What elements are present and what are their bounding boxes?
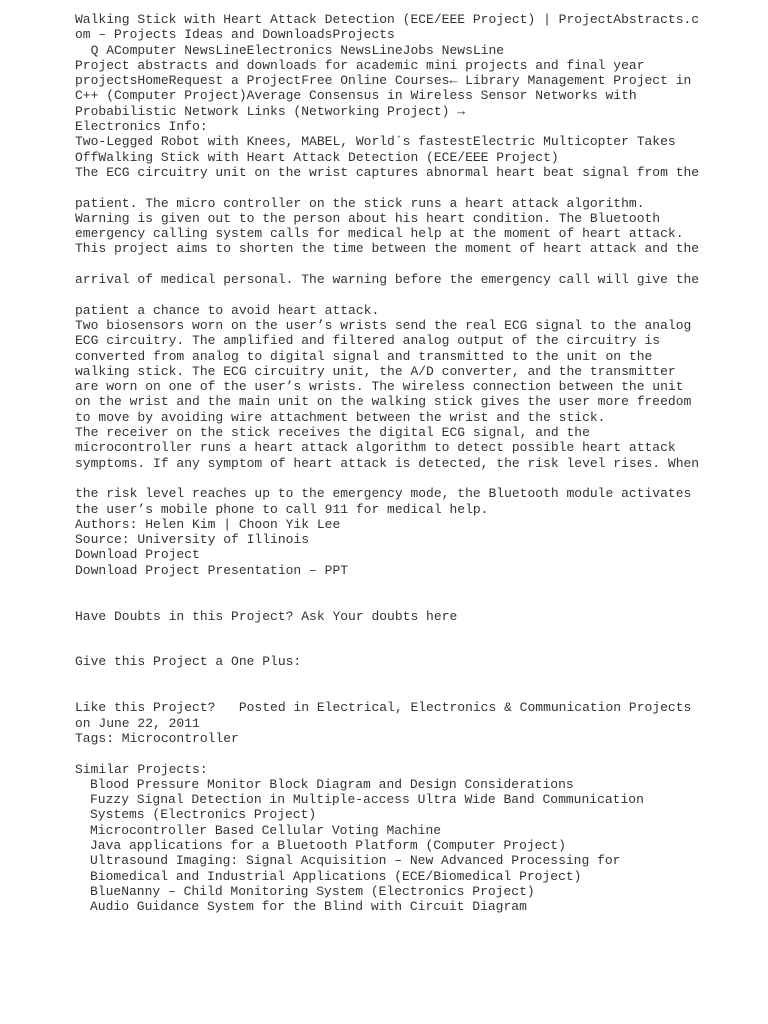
paragraph-2-line-7: to move by avoiding wire attachment between the wrist and the stick. — [75, 409, 606, 425]
paragraph-2-line-3: converted from analog to digital signal and transmitted to the unit on the — [75, 348, 653, 364]
similar-project-item[interactable]: Microcontroller Based Cellular Voting Machine — [90, 822, 442, 838]
similar-project-item[interactable]: Systems (Electronics Project) — [90, 807, 317, 823]
similar-projects-heading: Similar Projects: — [75, 761, 208, 777]
paragraph-3-line-4: the risk level reaches up to the emergency mode, the Bluetooth module activates — [75, 486, 692, 502]
intro-line-2[interactable]: projectsHomeRequest a ProjectFree Online Courses← Library Management Project in — [75, 73, 692, 89]
nav-links[interactable]: Q AComputer NewsLineElectronics NewsLineJobs NewsLine — [75, 42, 505, 58]
similar-project-item[interactable]: Java applications for a Bluetooth Platform (Computer Project) — [90, 838, 566, 854]
ask-doubts-link[interactable]: Have Doubts in this Project? Ask Your doubts here — [75, 608, 458, 624]
paragraph-2-line-6: on the wrist and the main unit on the walking stick gives the user more freedom — [75, 394, 692, 410]
electronics-info-label: Electronics Info: — [75, 119, 208, 135]
electronics-info-line-1[interactable]: Two-Legged Robot with Knees, MABEL, World´s fastestElectric Multicopter Takes — [75, 134, 676, 150]
similar-project-item[interactable]: Audio Guidance System for the Blind with Circuit Diagram — [90, 899, 527, 915]
similar-project-item[interactable]: Biomedical and Industrial Applications (ECE/Biomedical Project) — [90, 868, 582, 884]
posted-in-line-2: on June 22, 2011 — [75, 715, 200, 731]
paragraph-1-line-4: emergency calling system calls for medical help at the moment of heart attack. — [75, 226, 684, 242]
spacer — [75, 471, 715, 486]
paragraph-1-line-7: patient a chance to avoid heart attack. — [75, 302, 380, 318]
similar-project-item[interactable]: Fuzzy Signal Detection in Multiple-access Ultra Wide Band Communication — [90, 792, 644, 808]
one-plus-prompt: Give this Project a One Plus: — [75, 654, 302, 670]
intro-line-1: Project abstracts and downloads for academic mini projects and final year — [75, 57, 645, 73]
paragraph-2-line-2: ECG circuitry. The amplified and filtered analog output of the circuitry is — [75, 333, 661, 349]
page-title-line-2: om – Projects Ideas and DownloadsProjects — [75, 27, 395, 43]
paragraph-2-line-1: Two biosensors worn on the user’s wrists send the real ECG signal to the analog — [75, 317, 692, 333]
similar-project-item[interactable]: BlueNanny – Child Monitoring System (Electronics Project) — [90, 883, 535, 899]
document-content — [75, 12, 715, 915]
spacer — [75, 670, 715, 701]
paragraph-1-line-5: This project aims to shorten the time between the moment of heart attack and the — [75, 241, 700, 257]
authors: Authors: Helen Kim | Choon Yik Lee — [75, 516, 341, 532]
paragraph-1-line-2: patient. The micro controller on the stick runs a heart attack algorithm. — [75, 195, 645, 211]
paragraph-1-line-6: arrival of medical personal. The warning before the emergency call will give the — [75, 272, 700, 288]
spacer — [75, 287, 715, 302]
spacer — [75, 624, 715, 655]
similar-project-item[interactable]: Ultrasound Imaging: Signal Acquisition – New Advanced Processing for — [90, 853, 621, 869]
spacer — [75, 578, 715, 609]
paragraph-3-line-1: The receiver on the stick receives the digital ECG signal, and the — [75, 425, 590, 441]
tags[interactable]: Tags: Microcontroller — [75, 730, 239, 746]
paragraph-2-line-5: are worn on one of the user’s wrists. The wireless connection between the unit — [75, 379, 684, 395]
spacer — [75, 257, 715, 272]
similar-project-item[interactable]: Blood Pressure Monitor Block Diagram and Design Considerations — [90, 776, 574, 792]
intro-line-4[interactable]: Probabilistic Network Links (Networking Project) → — [75, 103, 466, 119]
paragraph-3-line-5: the user’s mobile phone to call 911 for medical help. — [75, 501, 489, 517]
paragraph-3-line-2: microcontroller runs a heart attack algorithm to detect possible heart attack — [75, 440, 676, 456]
download-project-link[interactable]: Download Project — [75, 547, 200, 563]
source: Source: University of Illinois — [75, 532, 310, 548]
paragraph-1-line-3: Warning is given out to the person about his heart condition. The Bluetooth — [75, 210, 661, 226]
page-title-line-1: Walking Stick with Heart Attack Detection (ECE/EEE Project) | ProjectAbstracts.c — [75, 12, 700, 27]
paragraph-1-line-1: The ECG circuitry unit on the wrist captures abnormal heart beat signal from the — [75, 164, 700, 180]
intro-line-3[interactable]: C++ (Computer Project)Average Consensus in Wireless Sensor Networks with — [75, 88, 637, 104]
spacer — [75, 746, 715, 761]
electronics-info-line-2[interactable]: OffWalking Stick with Heart Attack Detection (ECE/EEE Project) — [75, 149, 559, 165]
paragraph-3-line-3: symptoms. If any symptom of heart attack is detected, the risk level rises. When — [75, 455, 700, 471]
spacer — [75, 180, 715, 195]
download-presentation-link[interactable]: Download Project Presentation – PPT — [75, 562, 349, 578]
posted-in-line-1[interactable]: Like this Project? Posted in Electrical, Electronics & Communication Projects — [75, 700, 692, 716]
paragraph-2-line-4: walking stick. The ECG circuitry unit, the A/D converter, and the transmitter — [75, 363, 676, 379]
